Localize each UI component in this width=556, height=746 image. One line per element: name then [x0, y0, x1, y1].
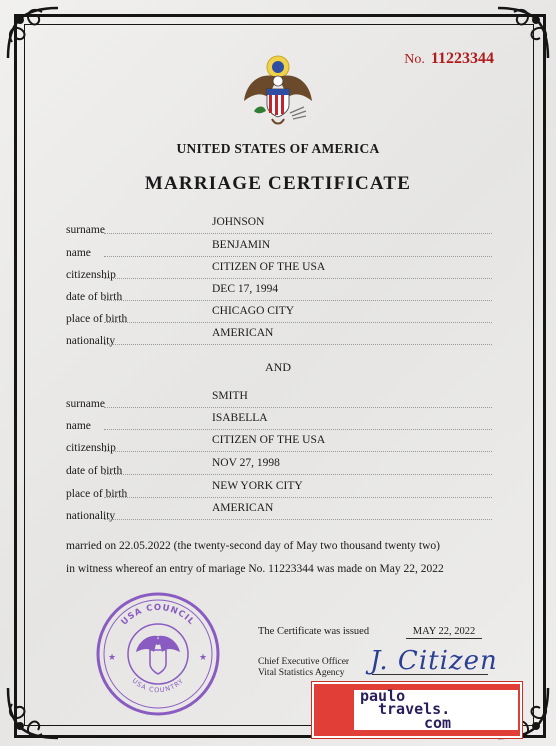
- field-value: CITIZEN OF THE USA: [212, 434, 326, 446]
- field-row: [66, 216, 492, 236]
- field-label: place of birth: [66, 488, 128, 500]
- corner-ornament-icon: [2, 682, 64, 744]
- corner-ornament-icon: [2, 2, 64, 64]
- field-underline: [104, 322, 492, 323]
- field-row: [66, 390, 492, 410]
- field-underline: [104, 256, 492, 257]
- svg-text:★: ★: [108, 653, 117, 663]
- witness-statement: in witness whereof an entry of mariage No. 11223344 was made on May 22, 2022: [66, 563, 444, 575]
- issued-label: The Certificate was issued: [258, 626, 370, 637]
- field-row: [66, 457, 492, 477]
- field-label: nationality: [66, 335, 116, 347]
- field-label: place of birth: [66, 313, 128, 325]
- field-value: BENJAMIN: [212, 239, 271, 251]
- watermark-text-3: com: [424, 714, 452, 732]
- field-row: [66, 305, 492, 325]
- field-underline: [104, 300, 492, 301]
- field-row: [66, 434, 492, 454]
- field-label: date of birth: [66, 465, 123, 477]
- seal-top-text: USA COUNCIL: [119, 602, 197, 628]
- corner-ornament-icon: [492, 2, 554, 64]
- field-value: AMERICAN: [212, 327, 274, 339]
- country-heading: UNITED STATES OF AMERICA: [176, 141, 380, 156]
- field-underline: [104, 474, 492, 475]
- field-value: ISABELLA: [212, 412, 268, 424]
- document-title: MARRIAGE CERTIFICATE: [144, 173, 412, 194]
- officer-title: [258, 657, 349, 679]
- officer-line-2: Vital Statistics Agency: [258, 668, 345, 678]
- field-underline: [104, 233, 492, 234]
- field-row: [66, 412, 492, 432]
- field-underline: [104, 344, 492, 345]
- signature: J. Citizen: [370, 646, 498, 676]
- issued-date: MAY 22, 2022: [406, 626, 482, 639]
- watermark-text-2: travels.: [378, 700, 451, 718]
- certificate-number-value: 11223344: [430, 50, 494, 67]
- watermark-text-1: paulo: [360, 687, 406, 705]
- field-value: CHICAGO CITY: [212, 305, 295, 317]
- official-seal-icon: [94, 590, 222, 718]
- field-label: date of birth: [66, 291, 123, 303]
- field-value: CITIZEN OF THE USA: [212, 261, 326, 273]
- field-underline: [104, 407, 492, 408]
- field-underline: [104, 519, 492, 520]
- field-label: name: [66, 420, 91, 432]
- field-row: [66, 239, 492, 259]
- field-value: NOV 27, 1998: [212, 457, 280, 469]
- field-row: [66, 502, 492, 522]
- field-underline: [104, 451, 492, 452]
- svg-text:USA COUNTRY: [131, 677, 186, 695]
- watermark-badge: [312, 682, 522, 738]
- officer-line-1: Chief Executive Officer: [258, 657, 350, 667]
- certificate-number-prefix: No.: [404, 52, 425, 67]
- field-row: [66, 327, 492, 347]
- certificate-number: [404, 50, 494, 68]
- field-value: AMERICAN: [212, 502, 274, 514]
- field-value: SMITH: [212, 390, 248, 402]
- field-label: surname: [66, 224, 105, 236]
- field-underline: [104, 497, 492, 498]
- field-row: [66, 261, 492, 281]
- field-label: name: [66, 247, 91, 259]
- field-value: JOHNSON: [212, 216, 265, 228]
- field-underline: [104, 278, 492, 279]
- seal-bottom-text: USA COUNTRY: [130, 676, 186, 695]
- field-value: DEC 17, 1994: [212, 283, 279, 295]
- field-row: [66, 480, 492, 500]
- svg-text:★: ★: [199, 653, 208, 663]
- field-row: [66, 283, 492, 303]
- field-value: NEW YORK CITY: [212, 480, 303, 492]
- field-label: citizenship: [66, 442, 116, 454]
- field-underline: [104, 429, 492, 430]
- field-label: surname: [66, 398, 105, 410]
- field-label: citizenship: [66, 269, 116, 281]
- eagle-emblem-icon: [240, 53, 316, 133]
- signature-line: [372, 674, 488, 675]
- married-statement: married on 22.05.2022 (the twenty-second day of May two thousand twenty two): [66, 540, 440, 552]
- field-label: nationality: [66, 510, 116, 522]
- and-separator: AND: [265, 360, 291, 374]
